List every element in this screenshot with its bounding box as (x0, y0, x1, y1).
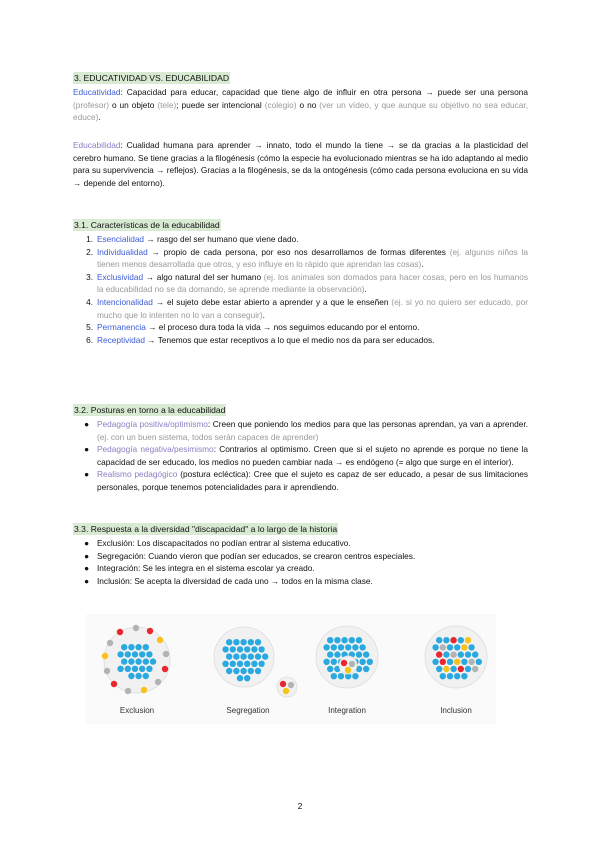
blue-dot (135, 644, 141, 650)
red-dot (280, 681, 286, 687)
blue-dot (258, 661, 264, 667)
grey-dot (107, 640, 113, 646)
blue-dot (128, 644, 134, 650)
blue-dot (363, 666, 369, 672)
blue-dot (432, 659, 438, 665)
label-segregation: Segregation (226, 706, 270, 715)
label-exclusion: Exclusion (119, 706, 155, 715)
list-item: 2. Individualidad → propio de cada persona, por eso nos desarrollamos de formas diferentes (ej. algunos niños la tienen menos desarrollada que otros, y eso influye en lo rápido que aprendan las cosas). (86, 246, 528, 270)
blue-dot (468, 644, 474, 650)
blue-dot (230, 661, 236, 667)
blue-dot (341, 637, 347, 643)
blue-dot (139, 651, 145, 657)
yellow-dot (102, 653, 108, 659)
red-dot (341, 660, 347, 666)
list-item: 6. Receptividad → Tenemos que estar receptivos a lo que el medio nos da para ser educados. (86, 334, 435, 345)
list-item: ● Segregación: Cuando vieron que podían ser educados, se crearon centros especiales. (84, 550, 416, 561)
blue-dot (117, 666, 123, 672)
paragraph-educatividad: Educatividad: Capacidad para educar, capacidad que tiene algo de influir en otra persona → puede ser una persona (profesor) o un objeto (tele); puede ser intencional (colegio) o no (ver un vídeo, y que aunque su objetivo no sea educar, educe). (73, 87, 528, 123)
list-item: 4. Intencionalidad → el sujeto debe estar abierto a aprender y a que le enseñen (ej. si yo no quiero ser educado, por mucho que lo intenten no lo van a conseguir). (86, 296, 528, 320)
grey-dot (125, 688, 131, 694)
blue-dot (331, 659, 337, 665)
blue-dot (146, 666, 152, 672)
blue-dot (121, 644, 127, 650)
blue-dot (255, 653, 261, 659)
yellow-dot (283, 688, 289, 694)
list-item: ● Realismo pedagógico (postura ecléctica): Cree que el sujeto es capaz de ser educado, a pesar de sus limitaciones personales, porque tenemos potencialidades para ir aprendiendo. (84, 469, 528, 492)
label-inclusion: Inclusion (440, 706, 472, 715)
blue-dot (443, 637, 449, 643)
grey-dot (163, 651, 169, 657)
grey-dot (133, 625, 139, 631)
yellow-dot (141, 687, 147, 693)
blue-dot (240, 639, 246, 645)
list-item: 5. Permanencia → el proceso dura toda la vida → nos seguimos educando por el entorno. (86, 322, 420, 333)
blue-dot (139, 666, 145, 672)
blue-dot (331, 673, 337, 679)
grey-dot (288, 682, 294, 688)
blue-dot (237, 675, 243, 681)
yellow-dot (465, 637, 471, 643)
blue-dot (251, 661, 257, 667)
characteristics-list (73, 233, 528, 346)
grey-dot (450, 651, 456, 657)
grey-dot (440, 644, 446, 650)
blue-dot (240, 668, 246, 674)
list-item: ● Integración: Se les integra en el sistema escolar ya creado. (84, 563, 315, 574)
blue-dot (352, 644, 358, 650)
blue-dot (233, 668, 239, 674)
list-item: 3. Exclusividad → algo natural del ser humano (ej. los animales son domados para hacer cosas, pero en los humanos la educabilidad no se da domando, se aprende mediante la observación). (86, 271, 528, 295)
blue-dot (125, 651, 131, 657)
diversity-models-figure (86, 614, 496, 724)
red-dot (162, 666, 168, 672)
blue-dot (251, 646, 257, 652)
blue-dot (233, 639, 239, 645)
blue-dot (334, 637, 340, 643)
blue-dot (465, 666, 471, 672)
grey-dot (155, 679, 161, 685)
inclusion-diagram (425, 626, 487, 688)
blue-dot (338, 673, 344, 679)
blue-dot (356, 651, 362, 657)
blue-dot (447, 673, 453, 679)
page-number: 2 (297, 801, 303, 811)
postures-list (73, 418, 528, 494)
red-dot (147, 628, 153, 634)
blue-dot (436, 666, 442, 672)
section-3-2-heading: 3.2. Posturas en torno a la educabilidad (74, 405, 226, 415)
blue-dot (135, 658, 141, 664)
red-dot (436, 651, 442, 657)
red-dot (458, 666, 464, 672)
yellow-dot (461, 644, 467, 650)
blue-dot (327, 666, 333, 672)
blue-dot (125, 666, 131, 672)
grey-dot (104, 668, 110, 674)
blue-dot (222, 661, 228, 667)
blue-dot (454, 673, 460, 679)
section-3-heading: 3. EDUCATIVIDAD VS. EDUCABILIDAD (74, 73, 230, 83)
blue-dot (461, 659, 467, 665)
blue-dot (135, 673, 141, 679)
blue-dot (143, 673, 149, 679)
blue-dot (248, 653, 254, 659)
blue-dot (146, 651, 152, 657)
blue-dot (359, 644, 365, 650)
blue-dot (117, 651, 123, 657)
term-educatividad: Educatividad (73, 87, 121, 97)
blue-dot (128, 673, 134, 679)
integration-diagram (316, 626, 378, 688)
blue-dot (132, 666, 138, 672)
blue-dot (367, 659, 373, 665)
red-dot (450, 637, 456, 643)
blue-dot (233, 653, 239, 659)
blue-dot (128, 658, 134, 664)
blue-dot (363, 651, 369, 657)
blue-dot (476, 659, 482, 665)
blue-dot (458, 637, 464, 643)
blue-dot (465, 651, 471, 657)
blue-dot (226, 653, 232, 659)
blue-dot (458, 651, 464, 657)
red-dot (117, 629, 123, 635)
blue-dot (258, 646, 264, 652)
blue-dot (327, 651, 333, 657)
grey-dot (472, 666, 478, 672)
blue-dot (334, 651, 340, 657)
blue-dot (132, 651, 138, 657)
blue-dot (248, 639, 254, 645)
grey-dot (349, 661, 355, 667)
yellow-dot (454, 659, 460, 665)
blue-dot (447, 644, 453, 650)
blue-dot (338, 644, 344, 650)
blue-dot (323, 644, 329, 650)
term-educabilidad: Educabilidad (73, 140, 121, 150)
list-item: ● Pedagogía negativa/pesimismo: Contrarios al optimismo. Creen que si el sujeto no aprende es porque no tiene la capacidad de ser educado, los medios no pueden cambiar nada → es endógeno (= algo que surge en el interior). (84, 444, 528, 467)
blue-dot (436, 637, 442, 643)
blue-dot (143, 644, 149, 650)
blue-dot (461, 673, 467, 679)
yellow-dot (443, 666, 449, 672)
blue-dot (359, 659, 365, 665)
blue-dot (244, 675, 250, 681)
blue-dot (432, 644, 438, 650)
blue-dot (454, 644, 460, 650)
list-item: 1. Esencialidad → rasgo del ser humano que viene dado. (86, 234, 299, 244)
blue-dot (143, 658, 149, 664)
blue-dot (327, 637, 333, 643)
blue-dot (230, 646, 236, 652)
list-item: ● Exclusión: Los discapacitados no podían entrar al sistema educativo. (84, 538, 351, 548)
blue-dot (349, 637, 355, 643)
diversity-list (73, 537, 528, 587)
blue-dot (244, 661, 250, 667)
blue-dot (255, 639, 261, 645)
blue-dot (450, 666, 456, 672)
paragraph-educabilidad: Educabilidad: Cualidad humana para aprender → innato, todo el mundo la tiene → se da gracias a la plasticidad del cerebro humano. Se tiene gracias a la filogénesis (cómo la especie ha evolucionado mientras se ha ido adaptando al medio para su supervivencia → reflejos). Gracias a la filogénesis, se da la ontogénesis (cómo cada persona evoluciona en su vida → depende del entorno). (73, 140, 528, 188)
blue-dot (226, 668, 232, 674)
blue-dot (323, 659, 329, 665)
blue-dot (237, 661, 243, 667)
blue-dot (255, 668, 261, 674)
blue-dot (240, 653, 246, 659)
blue-dot (472, 651, 478, 657)
blue-dot (150, 658, 156, 664)
label-integration: Integration (328, 706, 366, 715)
blue-dot (262, 653, 268, 659)
list-item: ● Inclusión: Se acepta la diversidad de cada uno → todos en la misma clase. (84, 575, 373, 586)
blue-dot (345, 644, 351, 650)
blue-dot (331, 644, 337, 650)
list-item: ● Pedagogía positiva/optimismo: Creen que poniendo los medios para que las personas aprendan, ya van a aprender. (ej. con un buen sistema, todos serán capaces de aprender) (84, 419, 528, 442)
yellow-dot (345, 667, 351, 673)
blue-dot (447, 659, 453, 665)
blue-dot (356, 637, 362, 643)
grey-dot (468, 659, 474, 665)
blue-dot (121, 658, 127, 664)
blue-dot (443, 651, 449, 657)
blue-dot (244, 646, 250, 652)
blue-dot (222, 646, 228, 652)
blue-dot (248, 668, 254, 674)
blue-dot (226, 639, 232, 645)
section-3-1-heading: 3.1. Características de la educabilidad (74, 220, 220, 230)
red-dot (440, 659, 446, 665)
yellow-dot (157, 637, 163, 643)
blue-dot (237, 646, 243, 652)
blue-dot (440, 673, 446, 679)
section-3-3-heading: 3.3. Respuesta a la diversidad "discapacidad" a lo largo de la historia (74, 524, 338, 534)
red-dot (111, 681, 117, 687)
blue-dot (352, 673, 358, 679)
